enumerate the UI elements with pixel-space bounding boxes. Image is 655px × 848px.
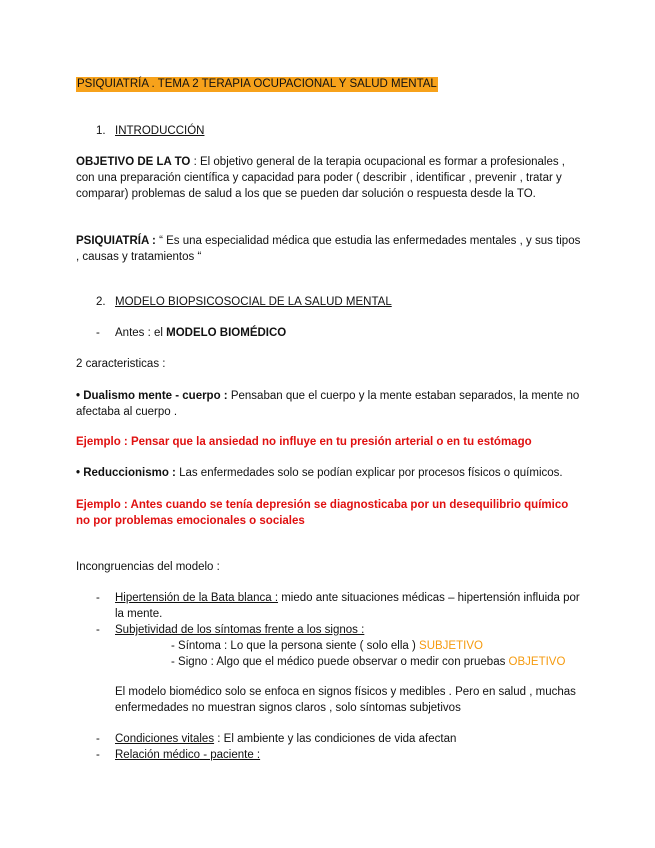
relacion-dash: -	[96, 749, 100, 761]
antes-line	[115, 325, 585, 341]
antes-bold: MODELO BIOMÉDICO	[166, 327, 287, 339]
ejemplo-1: Ejemplo : Pensar que la ansiedad no influye en tu presión arterial o en tu estómago	[76, 436, 532, 448]
psiquiatria-label: PSIQUIATRÍA :	[76, 235, 156, 247]
reduccionismo-paragraph	[76, 465, 581, 481]
antes-dash: -	[96, 327, 100, 339]
psiquiatria-text: “ Es una especialidad médica que estudia las enfermedades mentales , y sus tipos , causas y tratamientos “	[76, 235, 581, 263]
section-1-number: 1.	[96, 125, 106, 137]
biomedico-paragraph: El modelo biomédico solo se enfoca en signos físicos y medibles . Pero en salud , muchas enfermedades no muestran signos claros , solo síntomas subjetivos	[115, 686, 576, 714]
page-title: PSIQUIATRÍA . TEMA 2 TERAPIA OCUPACIONAL Y SALUD MENTAL	[77, 78, 437, 90]
section-1-heading: INTRODUCCIÓN	[115, 125, 205, 137]
subjetividad-dash: -	[96, 624, 100, 636]
reduccionismo-text: Las enfermedades solo se podían explicar por procesos físicos o químicos.	[175, 467, 563, 479]
bata-label: Hipertensión de la Bata blanca :	[115, 592, 279, 604]
section-2-number: 2.	[96, 296, 106, 308]
signo-text: - Signo : Algo que el médico puede observar o medir con pruebas	[171, 656, 509, 668]
condiciones-item	[115, 731, 585, 747]
bata-dash: -	[96, 592, 100, 604]
objetivo-paragraph	[76, 154, 581, 202]
bata-item	[115, 590, 585, 622]
subjetividad-label: Subjetividad de los síntomas frente a los signos :	[115, 624, 365, 636]
signo-line	[171, 654, 565, 670]
dualismo-text: Pensaban que el cuerpo y la mente estaban separados, la mente no afectaba al cuerpo .	[76, 390, 580, 418]
sintoma-line	[171, 638, 483, 654]
reduccionismo-label: • Reduccionismo :	[76, 467, 176, 479]
sintoma-tag: SUBJETIVO	[419, 640, 483, 652]
signo-tag: OBJETIVO	[508, 656, 566, 668]
antes-text: Antes : el	[115, 327, 167, 339]
bata-text: miedo ante situaciones médicas – hipertensión influida por la mente.	[115, 592, 580, 620]
ejemplo-2: Ejemplo : Antes cuando se tenía depresión se diagnosticaba por un desequilibrio químico no por problemas emocionales o sociales	[76, 499, 569, 527]
caracteristicas-line: 2 caracteristicas :	[76, 358, 166, 370]
condiciones-dash: -	[96, 733, 100, 745]
sintoma-text: - Síntoma : Lo que la persona siente ( solo ella )	[171, 640, 420, 652]
section-2-heading: MODELO BIOPSICOSOCIAL DE LA SALUD MENTAL	[115, 296, 392, 308]
psiquiatria-paragraph	[76, 233, 581, 265]
incongruencias-line: Incongruencias del modelo :	[76, 561, 220, 573]
dualismo-label: • Dualismo mente - cuerpo :	[76, 390, 228, 402]
objetivo-label: OBJETIVO DE LA TO	[76, 156, 191, 168]
condiciones-text: : El ambiente y las condiciones de vida afectan	[214, 733, 457, 745]
objetivo-text: : El objetivo general de la terapia ocupacional es formar a profesionales , con una preparación científica y capacidad para poder ( describir , identificar , prevenir , tratar y comparar) problemas de salud a los que se pueden dar solución o respuesta desde la TO.	[76, 156, 565, 200]
dualismo-paragraph	[76, 388, 581, 420]
relacion-label: Relación médico - paciente :	[115, 749, 261, 761]
condiciones-label: Condiciones vitales	[115, 733, 215, 745]
